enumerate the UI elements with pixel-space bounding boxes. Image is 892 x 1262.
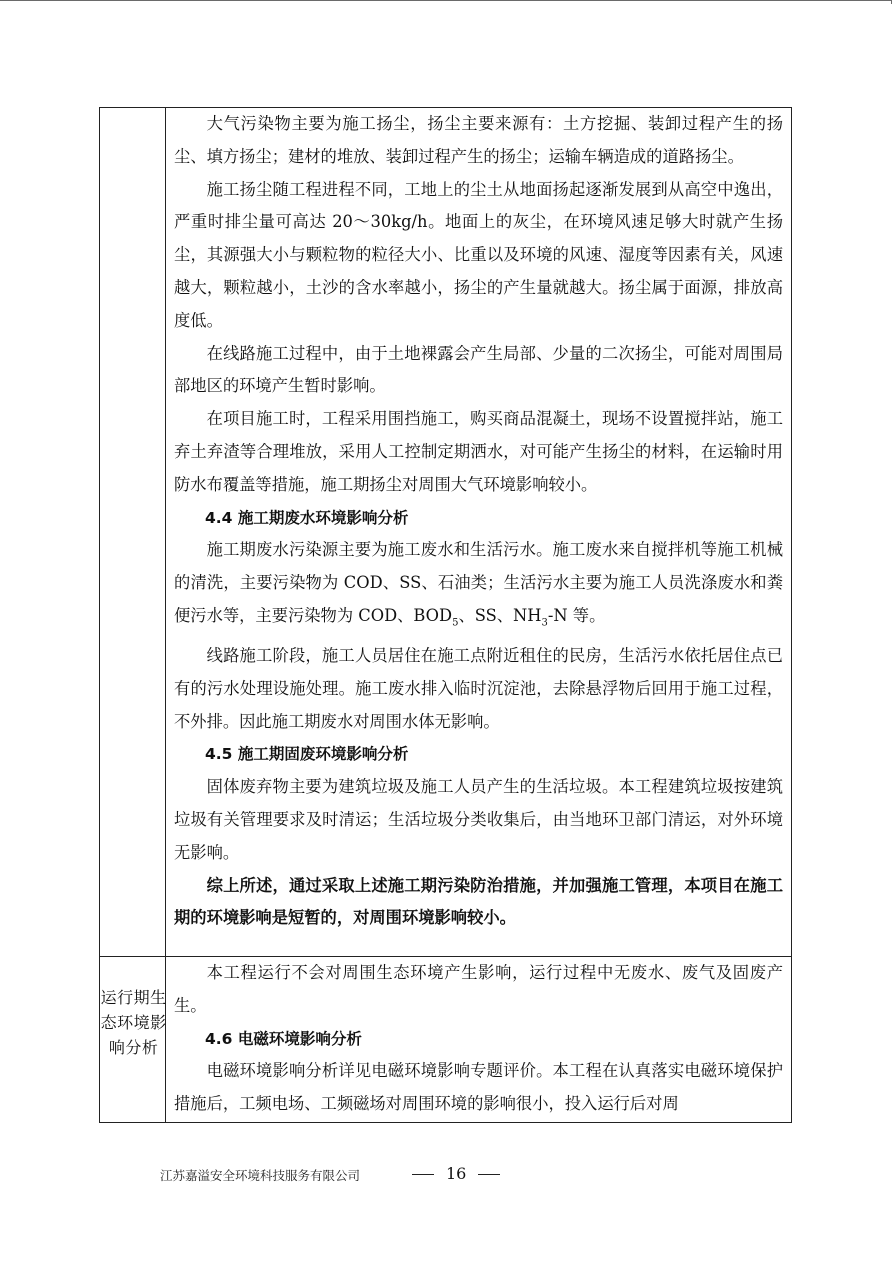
paragraph-solid-waste: 固体废弃物主要为建筑垃圾及施工人员产生的生活垃圾。本工程建筑垃圾按建筑垃圾有关管理要求及时清运；生活垃圾分类收集后，由当地环卫部门清运，对外环境无影响。: [174, 777, 783, 862]
section-heading-4-4: 4.4 施工期废水环境影响分析: [205, 508, 409, 527]
paragraph-line-construction: 在线路施工过程中，由于土地裸露会产生局部、少量的二次扬尘，可能对周围局部地区的环境产生暂时影响。: [174, 343, 783, 396]
paragraph-electromagnetic: 电磁环境影响分析详见电磁环境影响专题评价。本工程在认真落实电磁环境保护措施后，工频电场、工频磁场对周围环境的影响很小，投入运行后对周: [174, 1061, 783, 1114]
footer-company-name: 江苏嘉溢安全环境科技服务有限公司: [160, 1168, 361, 1183]
paragraph-wastewater-sources: 施工期废水污染源主要为施工废水和生活污水。施工废水来自搅拌机等施工机械的清洗，主要污染物为 COD、SS、石油类；生活污水主要为施工人员洗涤废水和粪便污水等，主要污染物为 COD、$BOD_5$、SS、$NH_3-N$ 等。: [174, 540, 783, 629]
top-border-line: [0, 0, 892, 1]
dash-right: [478, 1174, 500, 1175]
row-label-text: 运行期生态环境影响分析: [100, 988, 167, 1057]
table-row-operation-impact: [100, 957, 791, 1122]
page-number: 16: [446, 1164, 467, 1183]
row-content-cell: [166, 108, 791, 956]
construction-impact-text: [174, 108, 783, 935]
row-label-cell: [100, 957, 166, 1122]
row-label-cell-empty: [100, 108, 166, 956]
table-row-construction-impact: [100, 108, 791, 957]
page-footer: [160, 1162, 560, 1192]
operation-impact-text: [174, 957, 783, 1121]
paragraph-summary: 综上所述，通过采取上述施工期污染防治措施，并加强施工管理，本项目在施工期的环境影响是短暂的，对周围环境影响较小。: [174, 875, 783, 928]
dash-left: [412, 1174, 434, 1175]
page-number-group: [400, 1164, 512, 1183]
paragraph-wastewater-treatment: 线路施工阶段，施工人员居住在施工点附近租住的民房，生活污水依托居住点已有的污水处理设施处理。施工废水排入临时沉淀池，去除悬浮物后回用于施工过程，不外排。因此施工期废水对周围水体无影响。: [174, 646, 783, 731]
row-label-operation: [100, 985, 165, 1060]
row-content-cell: [166, 957, 791, 1122]
paragraph-operation-ecology: 本工程运行不会对周围生态环境产生影响，运行过程中无废水、废气及固废产生。: [174, 963, 783, 1015]
paragraph-dust-measures: 在项目施工时，工程采用围挡施工，购买商品混凝土，现场不设置搅拌站，施工弃土弃渣等合理堆放，采用人工控制定期洒水，对可能产生扬尘的材料，在运输时用防水布覆盖等措施，施工期扬尘对周围大气环境影响较小。: [174, 409, 783, 494]
paragraph-dust-sources: 大气污染物主要为施工扬尘，扬尘主要来源有：土方挖掘、装卸过程产生的扬尘、填方扬尘；建材的堆放、装卸过程产生的扬尘；运输车辆造成的道路扬尘。: [174, 114, 783, 166]
section-heading-4-6: 4.6 电磁环境影响分析: [205, 1029, 362, 1048]
paragraph-dust-emission: 施工扬尘随工程进程不同，工地上的尘土从地面扬起逐渐发展到从高空中逸出，严重时排尘量可高达 20～30kg/h。地面上的灰尘，在环境风速足够大时就产生扬尘，其源强大小与颗粒物的粒径大小、比重以及环境的风速、湿度等因素有关，风速越大，颗粒越小，土沙的含水率越小，扬尘的产生量就越大。扬尘属于面源，排放高度低。: [174, 179, 783, 330]
content-table: [99, 107, 792, 1123]
section-heading-4-5: 4.5 施工期固废环境影响分析: [205, 745, 409, 764]
